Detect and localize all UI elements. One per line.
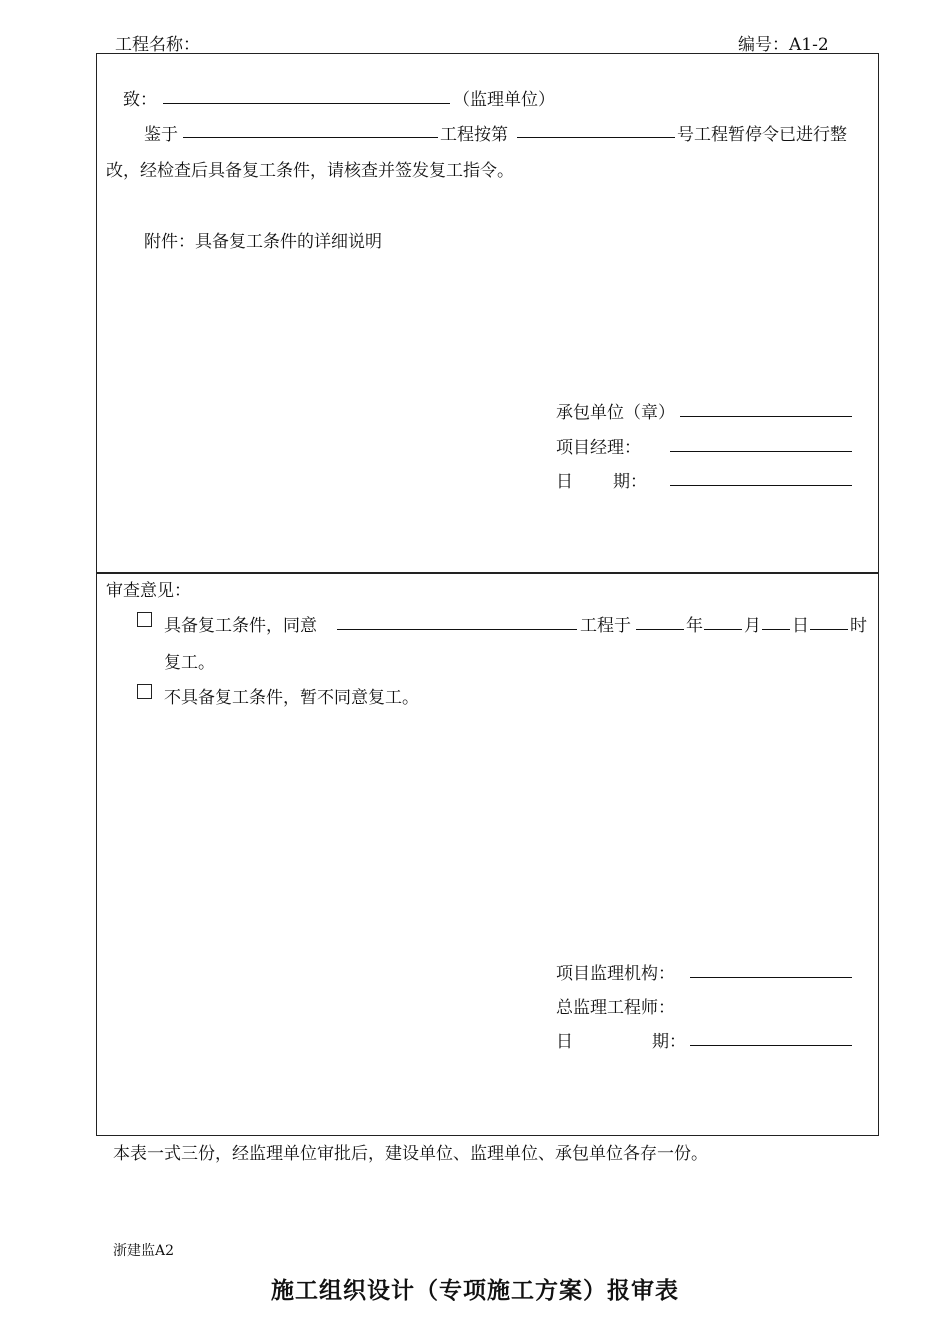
stop-order-number-field[interactable] — [517, 137, 675, 138]
review-heading: 审查意见： — [106, 581, 191, 601]
form-number: 编号：A1-2 — [738, 35, 829, 55]
resume-hour-field[interactable] — [810, 629, 848, 630]
body-text-part1: 鉴于 — [144, 125, 178, 145]
attachment-note: 附件：具备复工条件的详细说明 — [144, 232, 382, 252]
agree-checkbox[interactable] — [137, 611, 152, 631]
disagree-checkbox[interactable] — [137, 683, 152, 703]
project-manager-field[interactable] — [670, 451, 852, 452]
hour-label: 时 — [850, 616, 867, 636]
option2-text: 不具备复工条件，暂不同意复工。 — [164, 688, 419, 708]
option1-text-part2: 工程于 — [580, 616, 631, 636]
request-date-label-a: 日 — [556, 472, 573, 492]
supervision-unit-field[interactable] — [163, 103, 450, 104]
next-form-code: 浙建监A2 — [113, 1243, 175, 1259]
day-label: 日 — [792, 616, 809, 636]
request-date-label-b: 期： — [613, 472, 647, 492]
to-label: 致： — [123, 90, 157, 110]
resume-year-field[interactable] — [636, 629, 684, 630]
chief-engineer-label: 总监理工程师： — [556, 998, 675, 1018]
review-date-label-a: 日 — [556, 1032, 573, 1052]
supervision-org-field[interactable] — [690, 977, 852, 978]
year-label: 年 — [686, 616, 703, 636]
resume-day-field[interactable] — [762, 629, 790, 630]
option1-text-part1: 具备复工条件，同意 — [164, 616, 317, 636]
option1-line2: 复工。 — [164, 653, 215, 673]
footer-note: 本表一式三份，经监理单位审批后，建设单位、监理单位、承包单位各存一份。 — [113, 1144, 708, 1164]
body-text-line2: 改，经检查后具备复工条件，请核查并签发复工指令。 — [106, 161, 514, 181]
request-date-field[interactable] — [670, 485, 852, 486]
month-label: 月 — [744, 616, 761, 636]
next-form-title: 施工组织设计（专项施工方案）报审表 — [271, 1278, 679, 1304]
body-text-part2: 工程按第 — [440, 125, 508, 145]
body-text-part3: 号工程暂停令已进行整 — [677, 125, 847, 145]
resume-project-field[interactable] — [337, 629, 577, 630]
project-name-label: 工程名称： — [115, 35, 200, 55]
review-date-field[interactable] — [690, 1045, 852, 1046]
contractor-seal-label: 承包单位（章） — [556, 403, 675, 423]
project-manager-label: 项目经理： — [556, 438, 641, 458]
contractor-seal-field[interactable] — [680, 416, 852, 417]
supervision-org-label: 项目监理机构： — [556, 964, 675, 984]
review-date-label-b: 期： — [652, 1032, 686, 1052]
to-suffix: （监理单位） — [453, 90, 555, 110]
project-field[interactable] — [183, 137, 438, 138]
resume-month-field[interactable] — [704, 629, 742, 630]
